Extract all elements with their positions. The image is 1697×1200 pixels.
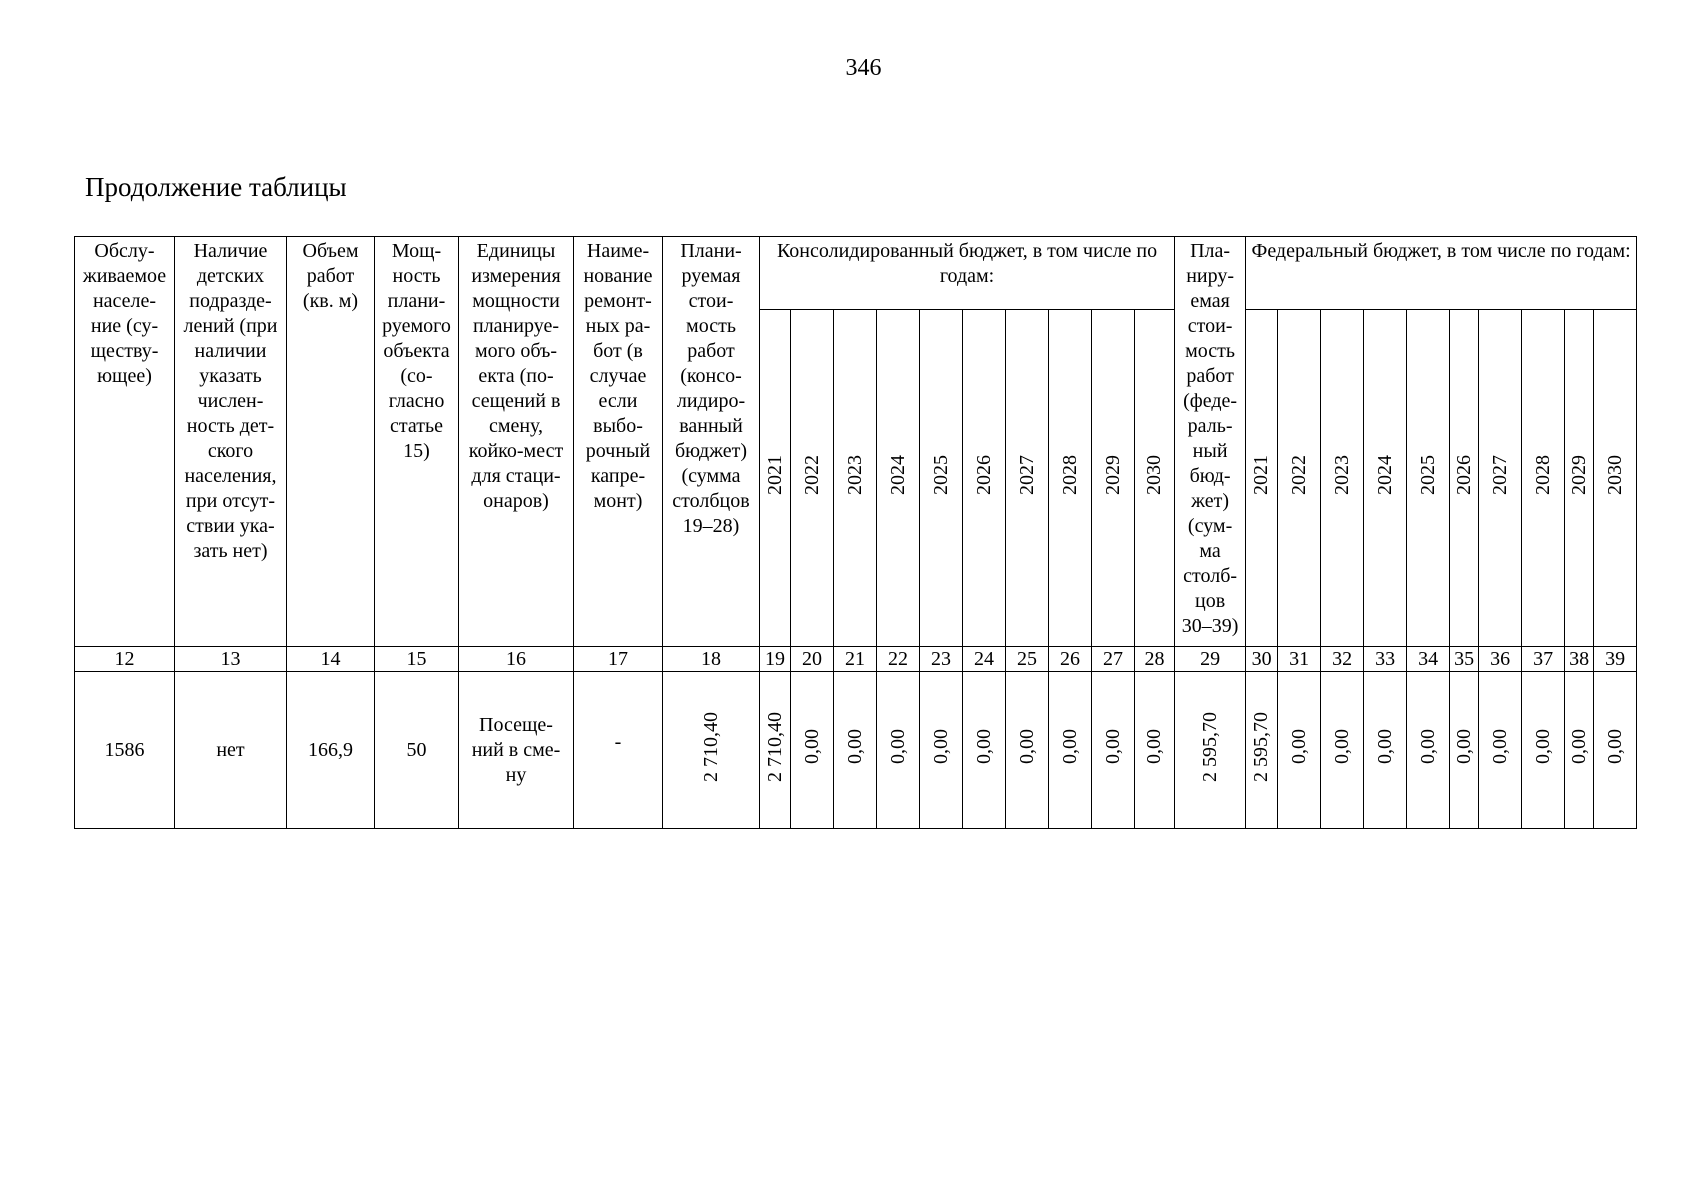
- header-children-units: Наличие детских подразде- лений (при наличии указать числен- ность дет- ского населения, при отсут- ствии ука- зать нет): [175, 237, 287, 647]
- column-number: 23: [920, 647, 963, 672]
- served-population-cell: 1586: [75, 672, 175, 829]
- year-header-federal: 2025: [1407, 310, 1450, 647]
- column-number: 12: [75, 647, 175, 672]
- header-capacity-unit: Единицы измерения мощности планируе- мого объ- екта (по- сещений в смену, койко-мест для стаци- онаров): [459, 237, 574, 647]
- header-planned-cost-federal: Пла- ниру- емая стои- мость работ (феде- раль- ный бюд- жет) (сум- ма столб- цов 30–39): [1175, 237, 1246, 647]
- year-header-federal: 2026: [1450, 310, 1479, 647]
- planned-cost-federal-cell: 2 595,70: [1175, 672, 1246, 829]
- year-header-consolidated: 2028: [1049, 310, 1092, 647]
- column-number: 18: [663, 647, 760, 672]
- consolidated-year-cell: 0,00: [963, 672, 1006, 829]
- header-consolidated-budget: Консолидированный бюджет, в том числе по годам:: [760, 237, 1175, 310]
- column-number-row: [75, 647, 1637, 672]
- federal-year-cell: 0,00: [1479, 672, 1522, 829]
- federal-year-cell: 0,00: [1364, 672, 1407, 829]
- column-number: 17: [574, 647, 663, 672]
- consolidated-year-cell: 0,00: [791, 672, 834, 829]
- consolidated-year-cell: 0,00: [1135, 672, 1175, 829]
- capacity-unit-cell: Посеще- ний в сме- ну: [459, 672, 574, 829]
- column-number: 35: [1450, 647, 1479, 672]
- column-number: 34: [1407, 647, 1450, 672]
- year-header-federal: 2023: [1321, 310, 1364, 647]
- year-header-consolidated: 2027: [1006, 310, 1049, 647]
- year-header-consolidated: 2029: [1092, 310, 1135, 647]
- federal-year-cell: 0,00: [1278, 672, 1321, 829]
- year-header-federal: 2021: [1246, 310, 1278, 647]
- page-number: 346: [845, 55, 882, 81]
- federal-year-cell: 0,00: [1321, 672, 1364, 829]
- column-number: 33: [1364, 647, 1407, 672]
- header-federal-budget: Федеральный бюджет, в том числе по годам:: [1246, 237, 1637, 310]
- column-number: 21: [834, 647, 877, 672]
- children-units-cell: нет: [175, 672, 287, 829]
- budget-table: [74, 236, 1637, 829]
- year-header-consolidated: 2024: [877, 310, 920, 647]
- federal-year-cell: 2 595,70: [1246, 672, 1278, 829]
- column-number: 20: [791, 647, 834, 672]
- year-header-federal: 2029: [1565, 310, 1594, 647]
- consolidated-year-cell: 0,00: [1049, 672, 1092, 829]
- table-row: [75, 672, 1637, 829]
- federal-year-cell: 0,00: [1565, 672, 1594, 829]
- column-number: 14: [287, 647, 375, 672]
- federal-year-cell: 0,00: [1522, 672, 1565, 829]
- column-number: 28: [1135, 647, 1175, 672]
- column-number: 36: [1479, 647, 1522, 672]
- header-volume: Объем работ (кв. м): [287, 237, 375, 647]
- column-number: 29: [1175, 647, 1246, 672]
- planned-cost-consolidated-cell: 2 710,40: [663, 672, 760, 829]
- volume-cell: 166,9: [287, 672, 375, 829]
- column-number: 15: [375, 647, 459, 672]
- column-number: 24: [963, 647, 1006, 672]
- header-planned-cost-consolidated: Плани- руемая стои- мость работ (консо- лидиро- ванный бюджет) (сумма столбцов 19–28): [663, 237, 760, 647]
- consolidated-year-cell: 0,00: [834, 672, 877, 829]
- header-repair-name: Наиме- нование ремонт- ных ра- бот (в случае если выбо- рочный капре- монт): [574, 237, 663, 647]
- consolidated-year-cell: 0,00: [920, 672, 963, 829]
- table-caption: Продолжение таблицы: [85, 172, 347, 202]
- consolidated-year-cell: 0,00: [877, 672, 920, 829]
- repair-name-cell: -: [574, 672, 663, 829]
- header-served-population: Обслу- живаемое населе- ние (су- ществу- ющее): [75, 237, 175, 647]
- year-header-consolidated: 2025: [920, 310, 963, 647]
- column-number: 32: [1321, 647, 1364, 672]
- year-header-federal: 2028: [1522, 310, 1565, 647]
- federal-year-cell: 0,00: [1407, 672, 1450, 829]
- column-number: 31: [1278, 647, 1321, 672]
- column-number: 22: [877, 647, 920, 672]
- consolidated-year-cell: 2 710,40: [760, 672, 791, 829]
- column-number: 30: [1246, 647, 1278, 672]
- column-number: 27: [1092, 647, 1135, 672]
- column-number: 26: [1049, 647, 1092, 672]
- year-header-federal: 2030: [1594, 310, 1637, 647]
- year-header-consolidated: 2030: [1135, 310, 1175, 647]
- header-row-1: [75, 237, 1637, 310]
- year-header-consolidated: 2023: [834, 310, 877, 647]
- column-number: 13: [175, 647, 287, 672]
- federal-year-cell: 0,00: [1594, 672, 1637, 829]
- capacity-cell: 50: [375, 672, 459, 829]
- year-header-consolidated: 2022: [791, 310, 834, 647]
- header-capacity: Мощ- ность плани- руемого объекта (со- гласно статье 15): [375, 237, 459, 647]
- consolidated-year-cell: 0,00: [1006, 672, 1049, 829]
- year-header-federal: 2024: [1364, 310, 1407, 647]
- year-header-consolidated: 2026: [963, 310, 1006, 647]
- column-number: 39: [1594, 647, 1637, 672]
- column-number: 37: [1522, 647, 1565, 672]
- column-number: 19: [760, 647, 791, 672]
- consolidated-year-cell: 0,00: [1092, 672, 1135, 829]
- federal-year-cell: 0,00: [1450, 672, 1479, 829]
- column-number: 16: [459, 647, 574, 672]
- year-header-federal: 2027: [1479, 310, 1522, 647]
- year-header-consolidated: 2021: [760, 310, 791, 647]
- year-header-federal: 2022: [1278, 310, 1321, 647]
- column-number: 38: [1565, 647, 1594, 672]
- column-number: 25: [1006, 647, 1049, 672]
